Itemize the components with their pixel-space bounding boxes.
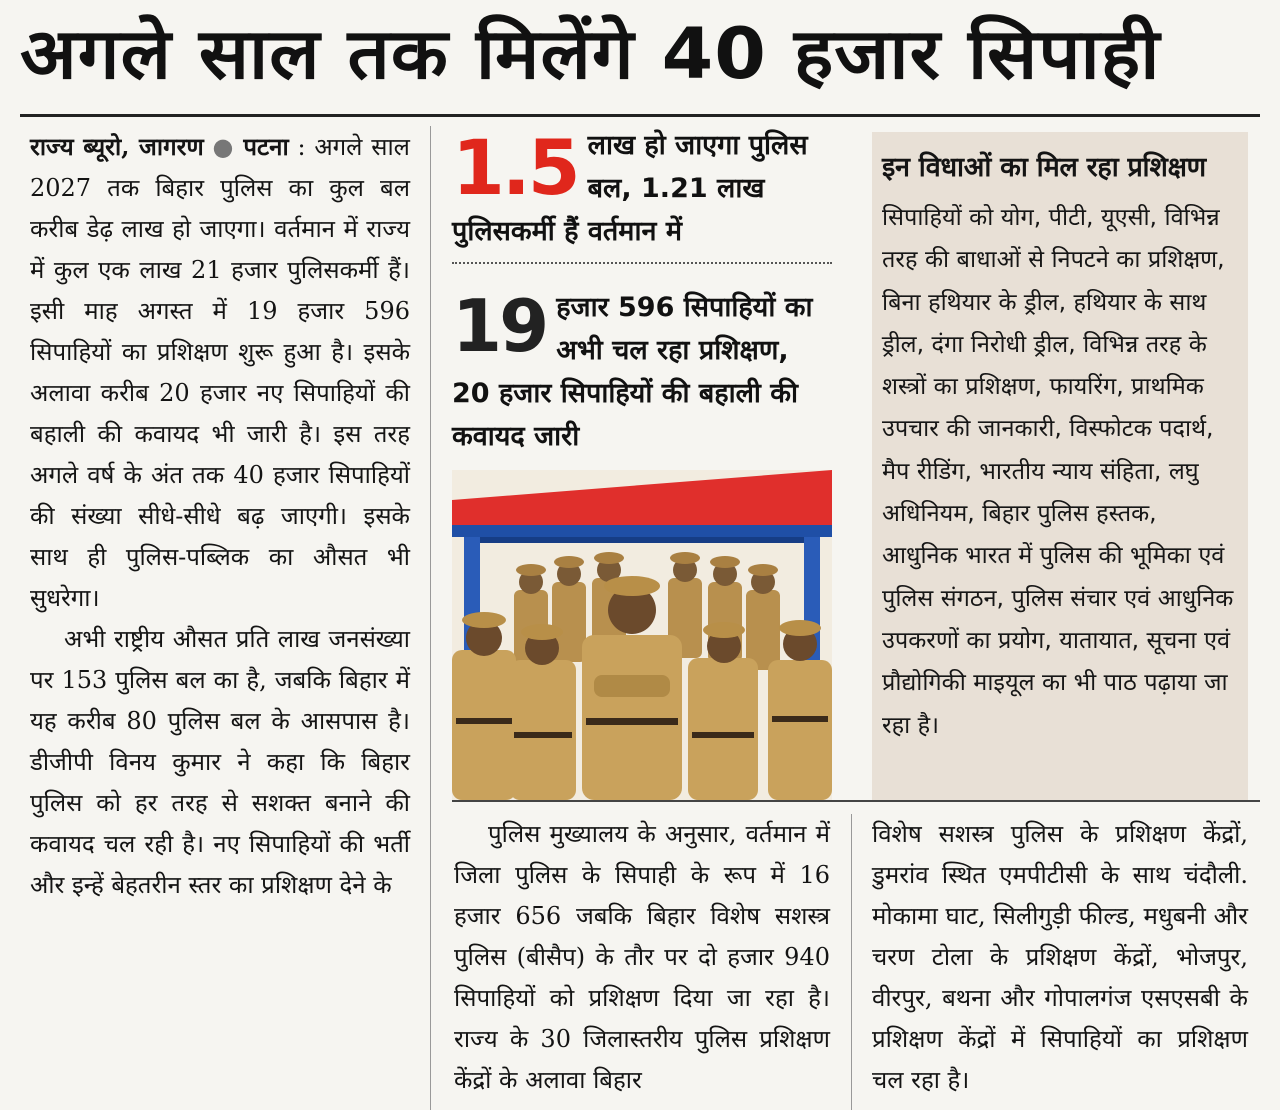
section-rule (452, 800, 1260, 802)
stat-number-2: 19 (452, 284, 547, 368)
bullet-icon: ● (212, 133, 235, 161)
training-subjects-box (872, 132, 1248, 800)
stat-block-1 (452, 124, 832, 253)
lead-text: : अगले साल 2027 तक बिहार पुलिस का कुल बल करीब डेढ़ लाख हो जाएगा। वर्तमान में राज्य में कुल एक लाख 21 हजार पुलिसकर्मी हैं। इसी माह अगस्त में 19 हजार 596 सिपाहियों का प्रशिक्षण शुरू हुआ है। इसके अलावा करीब 20 हजार नए सिपाहियों की बहाली की कवायद भी जारी है। इस तरह अगले वर्ष के अंत तक 40 हजार सिपाहियों की संख्या सीधे-सीधे बढ़ जाएगी। इसके साथ ही पुलिस-पब्लिक का औसत भी सुधरेगा। (30, 133, 410, 612)
dateline-place: पटना (243, 132, 289, 161)
dateline: राज्य ब्यूरो, जागरण (30, 132, 204, 161)
headline: अगले साल तक मिलेंगे 40 हजार सिपाही (20, 13, 1161, 95)
police-group-image (452, 470, 832, 800)
column-divider-2 (851, 814, 852, 1110)
stat-text-2: हजार 596 सिपाहियों का अभी चल रहा प्रशिक्षण, 20 हजार सिपाहियों की बहाली की कवायद जारी (452, 292, 813, 452)
article-column-3 (454, 814, 830, 1101)
column-3-text: पुलिस मुख्यालय के अनुसार, वर्तमान में जिला पुलिस के सिपाही के रूप में 16 हजार 656 जबकि बिहार विशेष सशस्त्र पुलिस (बीसैप) के तौर पर दो हजार 940 सिपाहियों को प्रशिक्षण दिया जा रहा है। राज्य के 30 जिलास्तरीय पुलिस प्रशिक्षण केंद्रों के अलावा बिहार (454, 820, 830, 1094)
article-column-4 (872, 814, 1248, 1101)
column-4-text: विशेष सशस्त्र पुलिस के प्रशिक्षण केंद्रों, डुमरांव स्थित एमपीटीसी के साथ चंदौली. मोकामा घाट, सिलीगुड़ी फील्ड, मधुबनी और चरण टोला के प्रशिक्षण केंद्रों, भोजपुर, वीरपुर, बथना और गोपालगंज एसएसबी के प्रशिक्षण केंद्रों में सिपाहियों का प्रशिक्षण चल रहा है। (872, 820, 1248, 1094)
police-illustration (452, 470, 832, 800)
stat-block-2 (452, 286, 832, 458)
box-body: सिपाहियों को योग, पीटी, यूएसी, विभिन्न तरह की बाधाओं से निपटने का प्रशिक्षण, बिना हथियार के ड्रील, हथियार के साथ ड्रील, दंगा निरोधी ड्रील, विभिन्न तरह के शस्त्रों का प्रशिक्षण, फायरिंग, प्राथमिक उपचार की जानकारी, विस्फोटक पदार्थ, मैप रीडिंग, भारतीय न्याय संहिता, लघु अधिनियम, बिहार पुलिस हस्तक, आधुनिक भारत में पुलिस की भूमिका एवं पुलिस संगठन, पुलिस संचार एवं आधुनिक उपकरणों का प्रयोग, यातायात, सूचना एवं प्रौद्योगिकी माइयूल का भी पाठ पढ़ाया जा रहा है। (882, 203, 1234, 739)
box-title: इन विधाओं का मिल रहा प्रशिक्षण (882, 152, 1206, 183)
paragraph-2: अभी राष्ट्रीय औसत प्रति लाख जनसंख्या पर 153 पुलिस बल का है, जबकि बिहार में यह करीब 80 पुलिस बल के आसपास है। डीजीपी विनय कुमार ने कहा कि बिहार पुलिस को हर तरह से सशक्त बनाने की कवायद चल रही है। नए सिपाहियों की भर्ती और इन्हें बेहतरीन स्तर का प्रशिक्षण देने के (30, 625, 410, 899)
stat-text-1: लाख हो जाएगा पुलिस बल, 1.21 लाख पुलिसकर्मी हैं वर्तमान में (452, 130, 808, 247)
article-column-1 (30, 126, 410, 906)
lead-paragraph (30, 126, 410, 619)
column-divider-1 (430, 126, 431, 1110)
stat-number-1: 1.5 (452, 123, 578, 212)
headline-rule (20, 114, 1260, 117)
dotted-separator (452, 262, 832, 264)
